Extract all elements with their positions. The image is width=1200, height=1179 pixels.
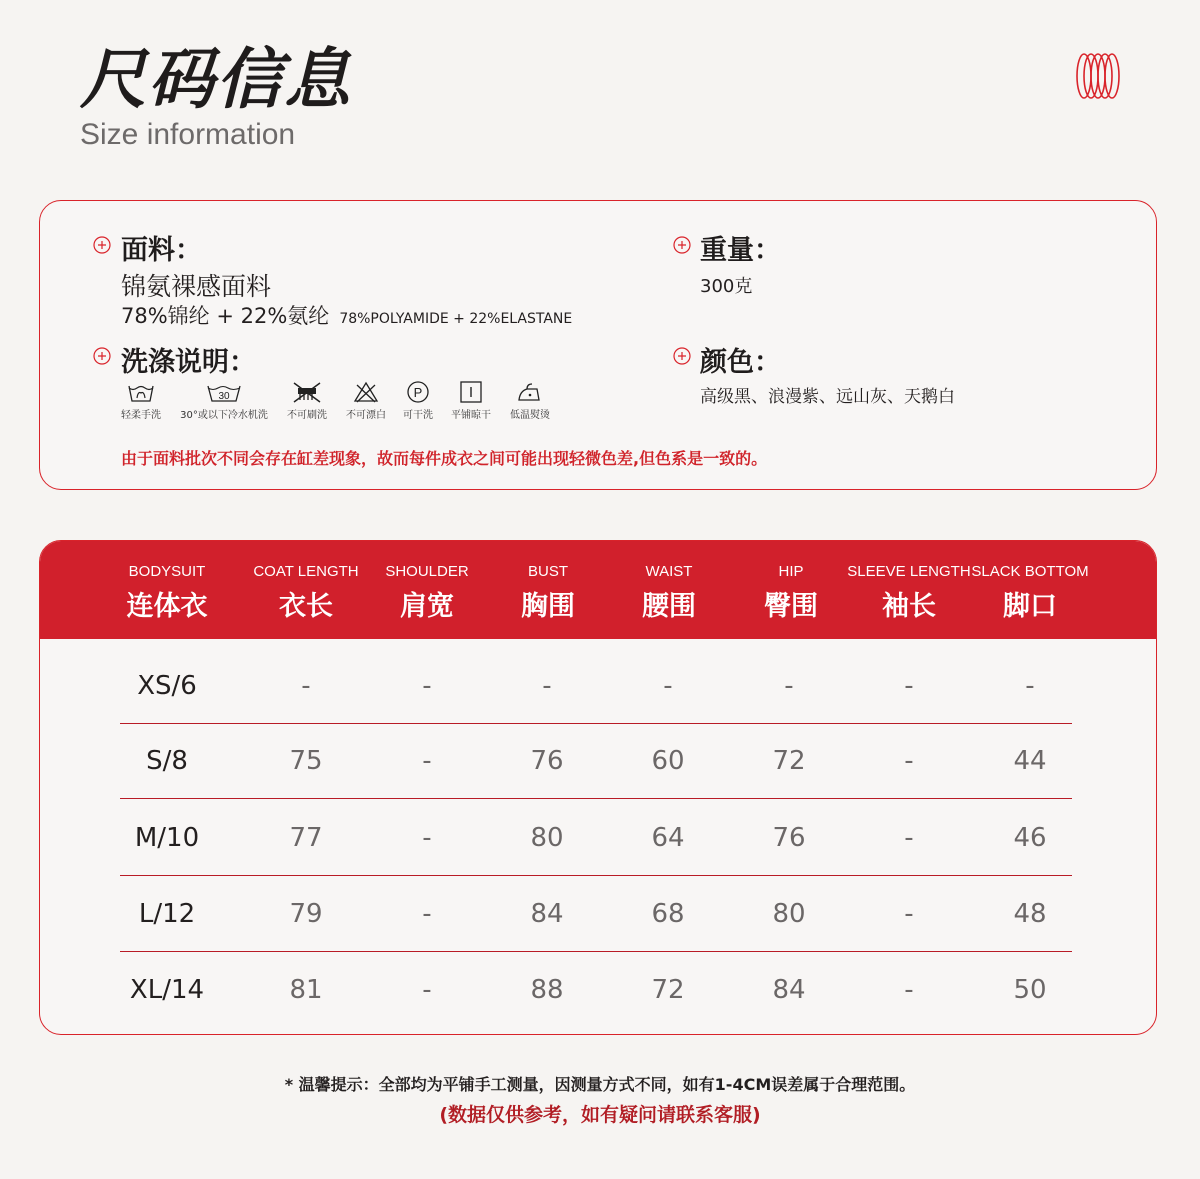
table-cell: 46 (1013, 823, 1047, 853)
row-divider (120, 875, 1072, 877)
column-header-cn: 臀围 (764, 591, 818, 622)
plus-circle-icon (93, 347, 111, 365)
color-label: 颜色： (700, 347, 781, 378)
row-divider (120, 951, 1072, 953)
table-cell: 84 (530, 899, 564, 929)
column-header-cn: 衣长 (279, 591, 333, 622)
table-cell: - (301, 671, 311, 701)
fabric-label: 面料： (121, 235, 202, 266)
color-value: 高级黑、浪漫紫、远山灰、天鹅白 (700, 387, 955, 407)
column-header-en: SLEEVE LENGTH (847, 563, 971, 580)
wash-item-label: 轻柔手洗 (121, 410, 161, 421)
table-row (120, 724, 1072, 799)
column-header-en: COAT LENGTH (253, 563, 359, 580)
wash-item-label: 不可刷洗 (287, 410, 327, 421)
table-cell: 81 (289, 975, 323, 1005)
measurement-tip: * 温馨提示：全部均为平铺手工测量，因测量方式不同，如有1-4CM误差属于合理范围。 (284, 1075, 916, 1094)
size-cell: XL/14 (129, 975, 205, 1005)
column-header-slack-bottom (965, 541, 1095, 623)
table-cell: - (904, 671, 914, 701)
table-cell: 75 (289, 746, 323, 776)
table-cell: 88 (530, 975, 564, 1005)
flat-dry-icon (458, 380, 484, 404)
color-difference-notice: 由于面料批次不同会存在缸差现象，故而每件成衣之间可能出现轻微色差,但色系是一致的。 (121, 449, 768, 468)
table-row (120, 877, 1072, 952)
rings-logo-icon (1074, 52, 1122, 100)
size-cell: XS/6 (137, 671, 197, 701)
plus-circle-icon (673, 347, 691, 365)
column-header-cn: 脚口 (1003, 591, 1057, 622)
no-bleach-icon (352, 380, 380, 404)
table-cell: 80 (530, 823, 564, 853)
plus-circle-icon (93, 236, 111, 254)
table-cell: - (904, 823, 914, 853)
wash-item-dry-clean (398, 380, 438, 421)
column-header-en: SHOULDER (385, 563, 469, 580)
dry-clean-text: P (413, 385, 423, 400)
table-row (120, 801, 1072, 876)
wash-item-label: 不可漂白 (346, 410, 386, 421)
no-brush-icon (290, 380, 324, 404)
wash-item-no-brush (283, 380, 331, 421)
fabric-name: 锦氨裸感面料 (121, 272, 272, 301)
dry-clean-icon (405, 380, 431, 404)
wash-item-label: 30°或以下冷水机洗 (180, 410, 268, 421)
fabric-composition-en: 78%POLYAMIDE + 22%ELASTANE (339, 311, 573, 327)
size-table-header (40, 541, 1156, 639)
reference-note: (数据仅供参考，如有疑问请联系客服) (439, 1104, 761, 1126)
table-row (120, 649, 1072, 724)
weight-value: 300克 (700, 276, 753, 297)
table-cell: 50 (1013, 975, 1047, 1005)
wash-item-hand-wash (113, 380, 169, 421)
table-cell: 72 (772, 746, 806, 776)
size-cell: M/10 (134, 823, 200, 853)
column-header-cn: 肩宽 (400, 591, 454, 622)
wash-item-machine-wash (175, 380, 273, 421)
fabric-composition-cn: 78%锦纶 + 22%氨纶 (121, 304, 330, 328)
table-cell: 44 (1013, 746, 1047, 776)
table-cell: 84 (772, 975, 806, 1005)
table-cell: 68 (651, 899, 685, 929)
column-header-en: BODYSUIT (128, 563, 206, 580)
size-cell: L/12 (138, 899, 196, 929)
table-cell: - (784, 671, 794, 701)
plus-circle-icon (673, 236, 691, 254)
table-cell: - (422, 671, 432, 701)
table-cell: - (663, 671, 673, 701)
column-header-en: SLACK BOTTOM (971, 563, 1089, 580)
column-header-en: WAIST (645, 563, 693, 580)
column-header-cn: 腰围 (642, 591, 696, 622)
table-cell: 48 (1013, 899, 1047, 929)
wash-item-flat-dry (446, 380, 496, 421)
weight-label: 重量： (700, 235, 781, 266)
row-divider (120, 798, 1072, 800)
wash-item-label: 平铺晾干 (451, 410, 491, 421)
column-header-cn: 袖长 (882, 591, 936, 622)
table-cell: 72 (651, 975, 685, 1005)
table-cell: 76 (772, 823, 806, 853)
table-cell: 77 (289, 823, 323, 853)
column-header-en: BUST (527, 563, 568, 580)
table-cell: - (1025, 671, 1035, 701)
column-header-coat-length (241, 541, 371, 623)
column-header-shoulder (362, 541, 492, 623)
page-subtitle: Size information (80, 118, 296, 151)
wash-item-no-bleach (342, 380, 390, 421)
machine-wash-30-text: 30 (218, 391, 230, 402)
table-cell: - (422, 746, 432, 776)
table-cell: - (422, 899, 432, 929)
table-cell: - (904, 975, 914, 1005)
size-cell: S/8 (146, 746, 188, 776)
wash-label: 洗涤说明： (121, 347, 256, 378)
table-cell: 64 (651, 823, 685, 853)
table-cell: - (422, 975, 432, 1005)
page-title: 尺码信息 (80, 41, 352, 118)
low-iron-icon (515, 380, 545, 404)
column-header-sleeve-length (844, 541, 974, 623)
wash-item-label: 可干洗 (403, 410, 433, 421)
machine-wash-30-icon (204, 380, 244, 404)
table-cell: - (904, 746, 914, 776)
table-row (120, 953, 1072, 1028)
table-cell: 80 (772, 899, 806, 929)
size-table (39, 540, 1157, 1035)
column-header-cn: 胸围 (521, 591, 575, 622)
column-header-hip (726, 541, 856, 623)
fabric-composition (121, 300, 572, 330)
column-header-bodysuit (102, 541, 232, 623)
table-cell: - (904, 899, 914, 929)
hand-wash-icon (126, 380, 156, 404)
table-cell: 76 (530, 746, 564, 776)
table-cell: 79 (289, 899, 323, 929)
table-cell: - (422, 823, 432, 853)
column-header-bust (483, 541, 613, 623)
column-header-en: HIP (778, 563, 804, 580)
wash-item-label: 低温熨烫 (510, 410, 550, 421)
column-header-waist (604, 541, 734, 623)
column-header-cn: 连体衣 (126, 591, 208, 622)
table-cell: 60 (651, 746, 685, 776)
wash-item-low-iron (505, 380, 555, 421)
table-cell: - (542, 671, 552, 701)
